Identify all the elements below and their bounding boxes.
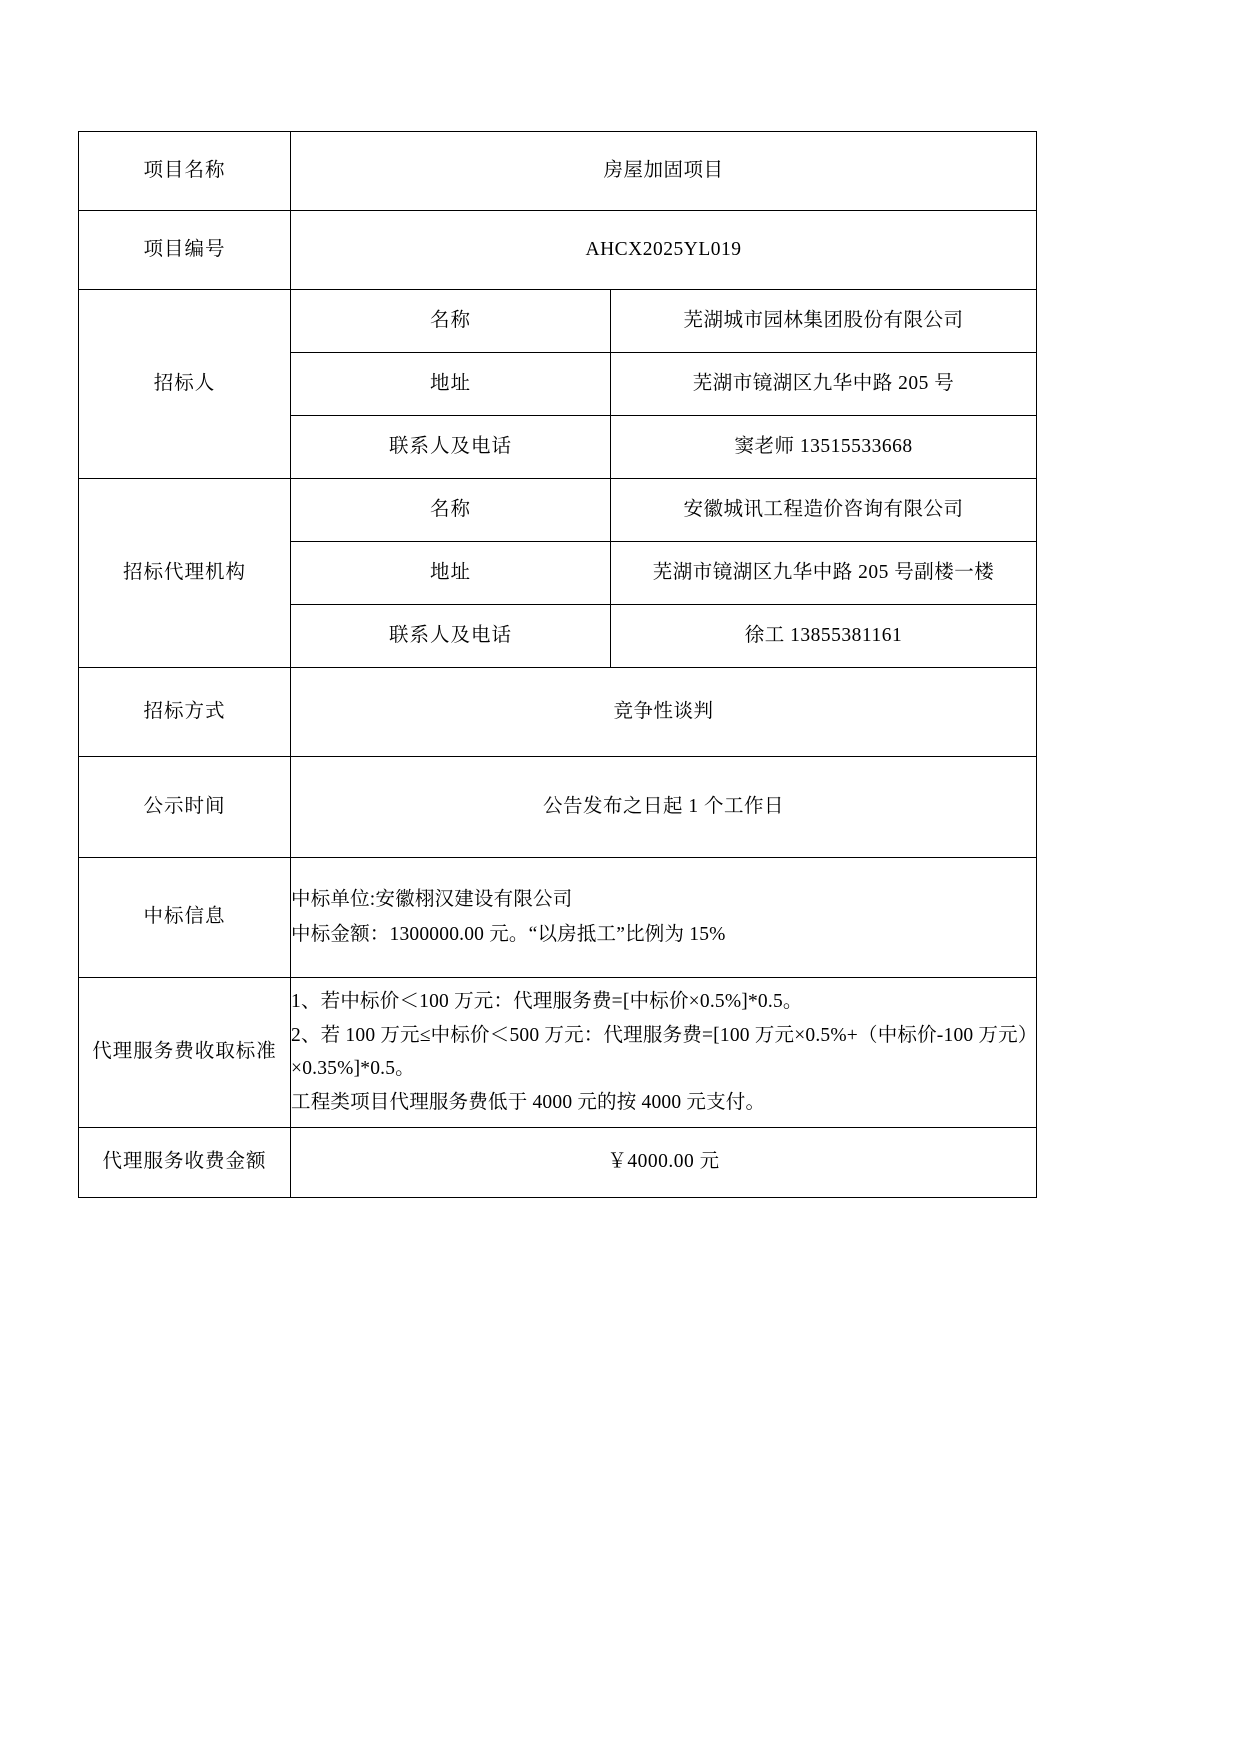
value-winner-info: [291, 858, 1037, 978]
table-row: [79, 1128, 1037, 1198]
value-fee-standard: [291, 978, 1037, 1128]
sublabel-agency-address: 地址: [291, 542, 611, 605]
table-row: [79, 757, 1037, 858]
value-tenderee-address: 芜湖市镜湖区九华中路 205 号: [611, 353, 1037, 416]
label-fee-amount: 代理服务收费金额: [79, 1128, 291, 1198]
table-row: [79, 668, 1037, 757]
sublabel-agency-contact: 联系人及电话: [291, 605, 611, 668]
value-fee-amount: ￥4000.00 元: [291, 1128, 1037, 1198]
winner-info-line-2: 中标金额：1300000.00 元。“以房抵工”比例为 15%: [291, 923, 726, 945]
value-agency-name: 安徽城讯工程造价咨询有限公司: [611, 479, 1037, 542]
sublabel-tenderee-contact: 联系人及电话: [291, 416, 611, 479]
label-bidding-method: 招标方式: [79, 668, 291, 757]
fee-standard-line-2: 2、若 100 万元≤中标价＜500 万元：代理服务费=[100 万元×0.5%+（中标价-100 万元）×0.35%]*0.5。: [291, 1025, 1028, 1079]
table-row: [79, 978, 1037, 1128]
fee-standard-line-3: 工程类项目代理服务费低于 4000 元的按 4000 元支付。: [291, 1091, 766, 1113]
value-project-number: AHCX2025YL019: [291, 211, 1037, 290]
fee-standard-line-1: 1、若中标价＜100 万元：代理服务费=[中标价×0.5%]*0.5。: [291, 991, 803, 1013]
label-project-number: 项目编号: [79, 211, 291, 290]
value-agency-contact: 徐工 13855381161: [611, 605, 1037, 668]
value-publicity-time: 公告发布之日起 1 个工作日: [291, 757, 1037, 858]
value-project-name: 房屋加固项目: [291, 132, 1037, 211]
winner-info-line-1: 中标单位:安徽栩汉建设有限公司: [291, 889, 573, 911]
table-row: [79, 211, 1037, 290]
value-tenderee-name: 芜湖城市园林集团股份有限公司: [611, 290, 1037, 353]
sublabel-tenderee-address: 地址: [291, 353, 611, 416]
label-tenderee: 招标人: [79, 290, 291, 479]
label-fee-standard: 代理服务费收取标准: [79, 978, 291, 1128]
label-project-name: 项目名称: [79, 132, 291, 211]
label-publicity-time: 公示时间: [79, 757, 291, 858]
value-agency-address: 芜湖市镜湖区九华中路 205 号副楼一楼: [611, 542, 1037, 605]
bid-result-table: [78, 131, 1037, 1198]
sublabel-agency-name: 名称: [291, 479, 611, 542]
value-bidding-method: 竞争性谈判: [291, 668, 1037, 757]
label-winner-info: 中标信息: [79, 858, 291, 978]
table-row: [79, 479, 1037, 542]
value-tenderee-contact: 窦老师 13515533668: [611, 416, 1037, 479]
label-agency: 招标代理机构: [79, 479, 291, 668]
table-row: [79, 290, 1037, 353]
table-row: [79, 132, 1037, 211]
sublabel-tenderee-name: 名称: [291, 290, 611, 353]
table-row: [79, 858, 1037, 978]
